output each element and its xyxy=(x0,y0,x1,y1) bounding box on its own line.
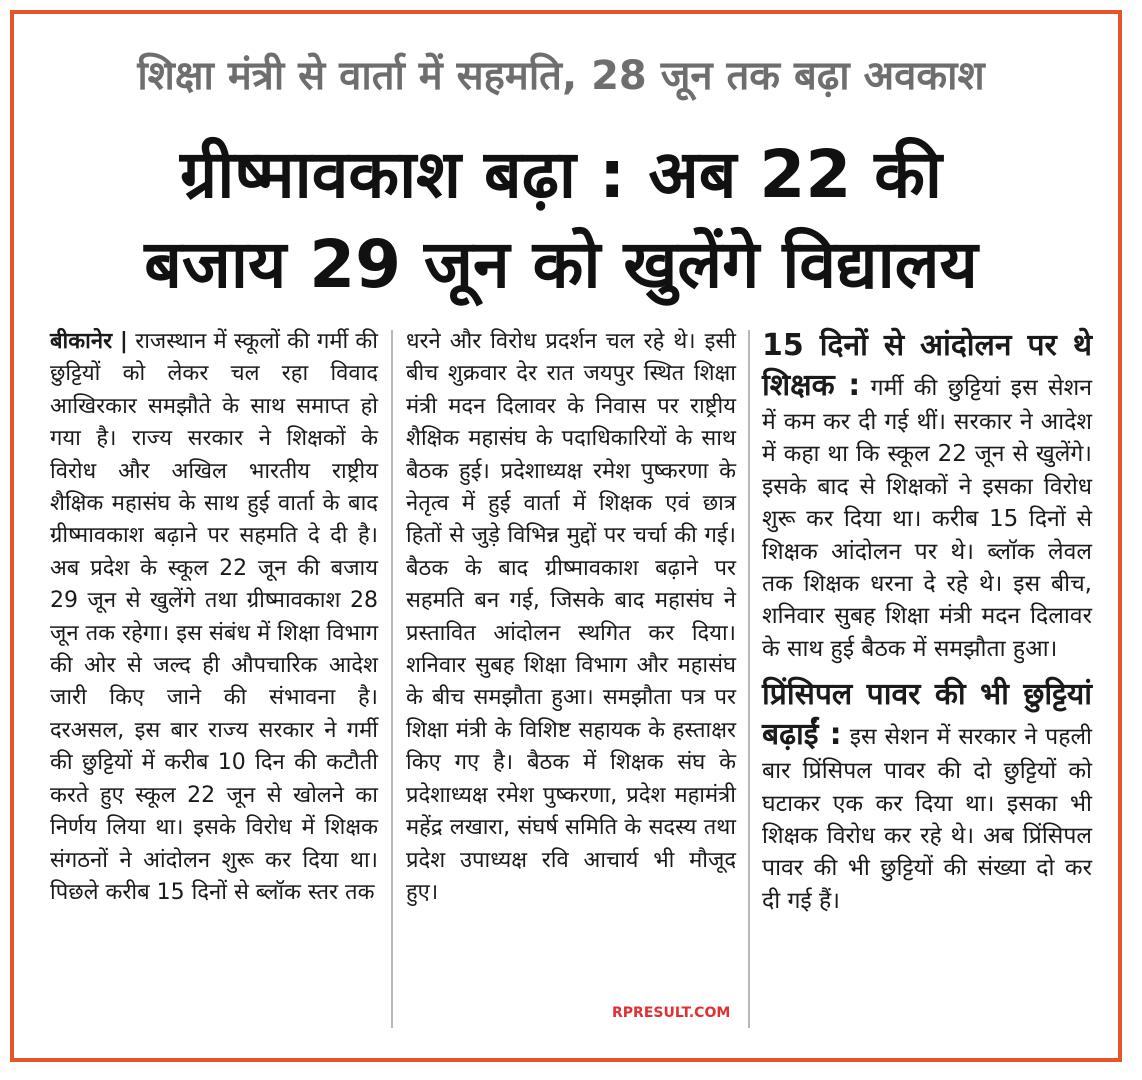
main-headline xyxy=(30,130,1092,310)
headline-line-2: बजाय 29 जून को खुलेंगे विद्यालय xyxy=(144,226,978,303)
column-2-text: धरने और विरोध प्रदर्शन चल रहे थे। इसी बीच शुक्रवार देर रात जयपुर स्थित शिक्षा मंत्री मदन दिलावर के निवास पर राष्ट्रीय शैक्षिक महासंघ के पदाधिकारियों के साथ बैठक हुई। प्रदेशाध्यक्ष रमेश पुष्करणा के नेतृत्व में हुई वार्ता में शिक्षक एवं छात्र हितों से जुड़े विभिन्न मुद्दों पर चर्चा की गई। बैठक के बाद ग्रीष्मावकाश बढ़ाने पर सहमति बन गई, जिसके बाद महासंघ ने प्रस्तावित आंदोलन स्थगित कर दिया। शनिवार सुबह शिक्षा विभाग और महासंघ के बीच समझौता हुआ। समझौता पत्र पर शिक्षा मंत्री के विशिष्ट सहायक के हस्ताक्षर किए गए है। बैठक में शिक्षक संघ के प्रदेशाध्यक्ष रमेश पुष्करणा, प्रदेश महामंत्री महेंद्र लखारा, संघर्ष समिति के सदस्य तथा प्रदेश उपाध्यक्ष रवि आचार्य भी मौजूद हुए। xyxy=(406,329,736,905)
column-1-text: राजस्थान में स्कूलों की गर्मी की छुट्टियों को लेकर चल रहा विवाद आखिरकार समझौते के साथ समाप्त हो गया है। राज्य सरकार ने शिक्षकों के विरोध और अखिल भारतीय राष्ट्रीय शैक्षिक महासंघ के साथ हुई वार्ता के बाद ग्रीष्मावकाश बढ़ाने पर सहमति दे दी है। अब प्रदेश के स्कूल 22 जून की बजाय 29 जून से खुलेंगे तथा ग्रीष्मावकाश 28 जून तक रहेगा। इस संबंध में शिक्षा विभाग की ओर से जल्द ही औपचारिक आदेश जारी किए जाने की संभावना है। दरअसल, इस बार राज्य सरकार ने गर्मी की छुट्टियों में करीब 10 दिन की कटौती करते हुए स्कूल 22 जून से खोलने का निर्णय लिया था। इसके विरोध में शिक्षक संगठनों ने आंदोलन शुरू कर दिया था। पिछले करीब 15 दिनों से ब्लॉक स्तर तक xyxy=(50,329,378,905)
article-column-3 xyxy=(762,326,1092,917)
article-column-2 xyxy=(406,326,736,909)
section-1 xyxy=(762,326,1092,665)
watermark: RPRESULT.COM xyxy=(612,1005,731,1021)
dateline: बीकानेर | xyxy=(50,329,128,354)
section-1-title: 15 दिनों से आंदोलन पर थे शिक्षक : xyxy=(762,328,1092,403)
headline-line-1: ग्रीष्मावकाश बढ़ा : अब 22 की xyxy=(179,136,943,213)
column-divider-2 xyxy=(748,330,750,1028)
kicker-headline: शिक्षा मंत्री से वार्ता में सहमति, 28 जून तक बढ़ा अवकाश xyxy=(137,53,985,99)
article-column-1 xyxy=(50,326,378,909)
section-2-title: प्रिंसिपल पावर की भी छुट्टियां बढ़ाईं : xyxy=(762,677,1092,753)
section-2-text: इस सेशन में सरकार ने पहली बार प्रिंसिपल पावर की दो छुट्टियों को घटाकर एक कर दिया था। इसका भी शिक्षक विरोध कर रहे थे। अब प्रिंसिपल पावर की भी छुट्टियों की संख्या दो कर दी गई हैं। xyxy=(762,724,1092,914)
column-divider-1 xyxy=(391,330,393,1028)
section-1-text: गर्मी की छुट्टियां इस सेशन में कम कर दी गई थीं। सरकार ने आदेश में कहा था कि स्कूल 22 जून से खुलेंगे। इसके बाद से शिक्षकों ने इसका विरोध शुरू कर दिया था। करीब 15 दिनों से शिक्षक आंदोलन पर थे। ब्लॉक लेवल तक शिक्षक धरना दे रहे थे। इस बीच, शनिवार सुबह शिक्षा मंत्री मदन दिलावर के साथ हुई बैठक में समझौता हुआ। xyxy=(762,375,1092,662)
section-2 xyxy=(762,675,1092,917)
